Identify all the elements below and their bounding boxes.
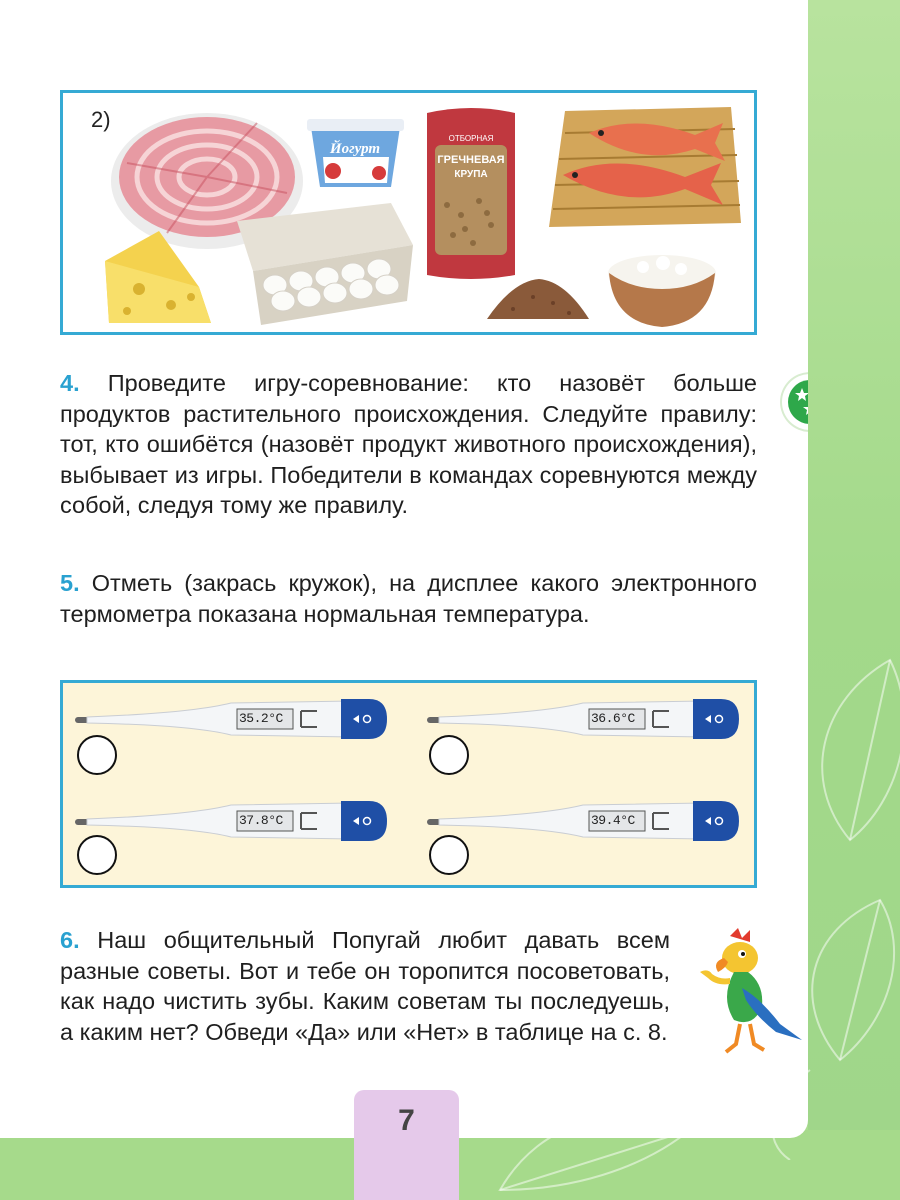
- task-6: [60, 925, 670, 1047]
- buckwheat-bag-image: [421, 105, 521, 283]
- thermometer-1: [71, 693, 391, 745]
- buckwheat-label-1: ОТБОРНАЯ: [448, 134, 494, 143]
- thermometer-icon: [71, 693, 391, 745]
- task-6-text: Наш общительный Попугай любит давать всем разные советы. Вот и тебе он торопится посоветовать, как надо чистить зубы. Каким советам ты последуешь, а каким нет? Обведи «Да» или «Нет» в таблице на с. 8.: [60, 927, 670, 1045]
- thermometer-panel: [60, 680, 757, 888]
- yogurt-image: [303, 113, 408, 193]
- answer-circle-4[interactable]: [429, 835, 469, 875]
- answer-circle-1[interactable]: [77, 735, 117, 775]
- page-number-tab: [354, 1090, 459, 1200]
- thermometer-icon: [423, 795, 743, 847]
- thermometer-2: [423, 693, 743, 745]
- parrot-illustration: [690, 928, 808, 1058]
- task-4-text: Проведите игру-соревнование: кто назовёт больше продуктов растительного происхождения. Следуйте правилу: тот, кто ошибётся (назовёт продукт животного происхождения), выбывает из игры. Победители в командах соревнуются между собой, следуя тому же правилу.: [60, 370, 758, 518]
- answer-circle-3[interactable]: [77, 835, 117, 875]
- buckwheat-label-2: ГРЕЧНЕВАЯ: [437, 154, 505, 166]
- thermometer-4: [423, 795, 743, 847]
- egg-carton-image: [231, 201, 417, 329]
- thermometer-1-reading: 35.2°C: [239, 711, 283, 726]
- task-5: [60, 568, 757, 629]
- difficulty-badge: [782, 374, 808, 430]
- food-images-panel: [60, 90, 757, 335]
- thermometer-3: [71, 795, 391, 847]
- thermometer-4-reading: 39.4°C: [591, 813, 635, 828]
- page-number: 7: [398, 1104, 415, 1137]
- answer-circle-2[interactable]: [429, 735, 469, 775]
- thermometer-2-reading: 36.6°C: [591, 711, 635, 726]
- yogurt-label: Йогурт: [329, 141, 381, 157]
- task-4: [60, 368, 757, 521]
- buckwheat-pile-image: [483, 273, 593, 323]
- stars-icon: [788, 380, 808, 424]
- task-5-text: Отметь (закрась кружок), на дисплее какого электронного термометра показана нормальная температура.: [60, 570, 758, 627]
- thermometer-3-reading: 37.8°C: [239, 813, 283, 828]
- task-4-number: 4.: [60, 370, 80, 396]
- panel-label: 2): [91, 107, 111, 132]
- cottage-cheese-bowl-image: [603, 249, 721, 331]
- buckwheat-label-3: КРУПА: [454, 169, 488, 180]
- task-5-number: 5.: [60, 570, 80, 596]
- task-6-number: 6.: [60, 927, 80, 953]
- thermometer-icon: [423, 693, 743, 745]
- fish-basket-image: [545, 103, 745, 231]
- cheese-image: [99, 227, 223, 327]
- badge-circle: [788, 380, 808, 424]
- thermometer-icon: [71, 795, 391, 847]
